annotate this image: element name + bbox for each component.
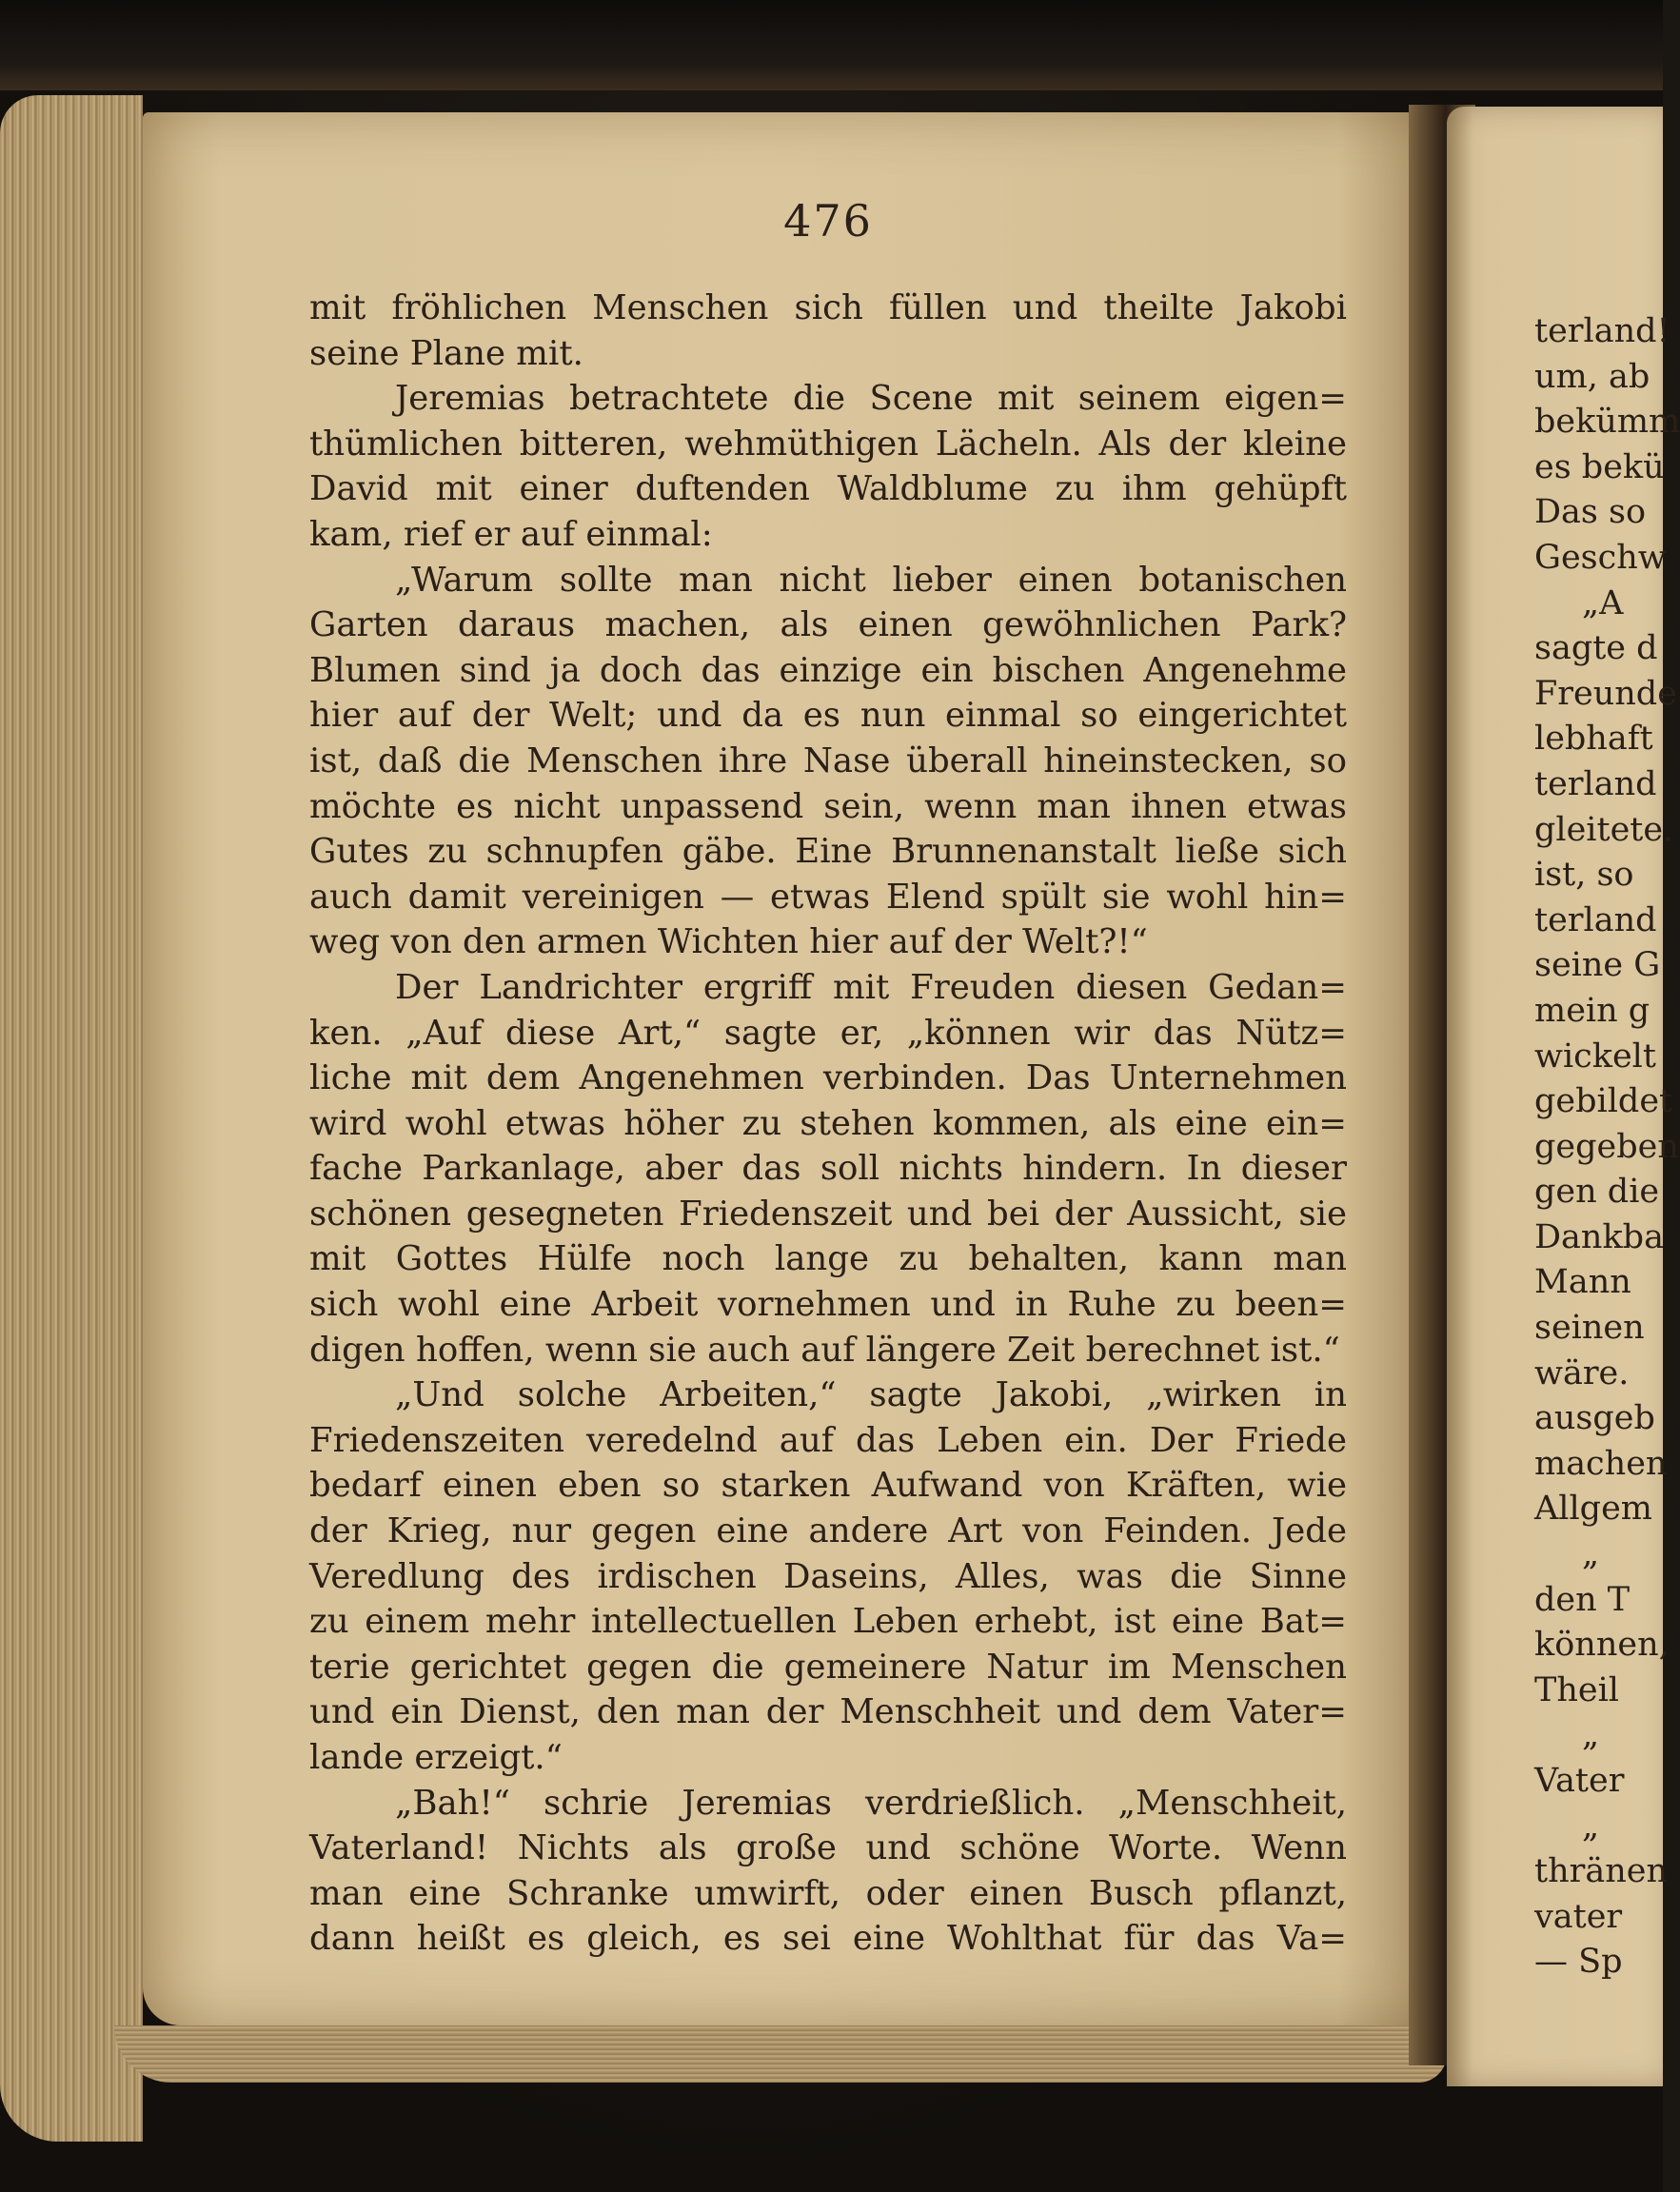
facing-text-line: terland	[1534, 764, 1657, 803]
facing-text-line: „	[1582, 1807, 1600, 1846]
text-line: Jeremias betrachtete die Scene mit seinem eigen=	[395, 379, 1347, 419]
facing-text-line: machen	[1534, 1444, 1668, 1483]
text-line: Gutes zu schnupfen gäbe. Eine Brunnenanstalt ließe sich	[309, 832, 1347, 872]
page-edges-left	[0, 95, 143, 2142]
text-line: ken. „Auf diese Art,“ sagte er, „können wir das Nütz=	[309, 1013, 1347, 1053]
facing-text-line: Geschw	[1534, 538, 1667, 577]
facing-text-line: es bekü	[1534, 447, 1665, 486]
facing-text-line: terland	[1534, 900, 1657, 939]
facing-text-line: den T	[1534, 1580, 1631, 1619]
text-line: zu einem mehr intellectuellen Leben erhebt, ist eine Bat=	[309, 1602, 1347, 1642]
facing-text-line: gen die	[1534, 1173, 1660, 1212]
text-line: kam, rief er auf einmal:	[309, 514, 713, 554]
text-line: möchte es nicht unpassend sein, wenn man ihnen etwas	[309, 786, 1347, 826]
facing-text-line: um, ab	[1534, 357, 1650, 396]
text-line: „Und solche Arbeiten,“ sagte Jakobi, „wirken in	[395, 1375, 1347, 1415]
text-line: Vaterland! Nichts als große und schöne Worte. Wenn	[309, 1828, 1347, 1868]
facing-text-line: ausgeb	[1534, 1399, 1655, 1438]
text-line: liche mit dem Angenehmen verbinden. Das Unternehmen	[309, 1058, 1347, 1098]
text-line: thümlichen bitteren, wehmüthigen Lächeln. Als der kleine	[309, 424, 1347, 464]
facing-text-line: „A	[1582, 583, 1624, 622]
facing-text-line: seinen	[1534, 1309, 1645, 1348]
text-line: digen hoffen, wenn sie auch auf längere Zeit berechnet ist.“	[309, 1330, 1340, 1370]
facing-text-line: Allgem	[1534, 1490, 1652, 1529]
facing-text-line: — Sp	[1534, 1943, 1623, 1982]
page-number: 476	[783, 195, 873, 247]
text-line: Blumen sind ja doch das einzige ein bischen Angenehme	[309, 650, 1347, 690]
text-line: schönen gesegneten Friedenszeit und bei der Aussicht, sie	[309, 1194, 1347, 1234]
text-line: man eine Schranke umwirft, oder einen Busch pflanzt,	[309, 1873, 1347, 1913]
text-line: hier auf der Welt; und da es nun einmal so eingerichtet	[309, 696, 1347, 736]
text-line: der Krieg, nur gegen eine andere Art von Feinden. Jede	[309, 1511, 1347, 1551]
text-line: ist, daß die Menschen ihre Nase überall hineinstecken, so	[309, 741, 1347, 780]
text-line: und ein Dienst, den man der Menschheit und dem Vater=	[309, 1692, 1347, 1732]
facing-text-line: ist, so	[1534, 856, 1634, 895]
text-line: weg von den armen Wichten hier auf der Welt?!“	[309, 922, 1148, 962]
text-line: auch damit vereinigen — etwas Elend spült sie wohl hin=	[309, 877, 1347, 917]
facing-text-line: Das so	[1534, 493, 1647, 532]
page-edges-bottom	[114, 2025, 1447, 2083]
facing-text-line: „	[1582, 1716, 1600, 1755]
text-line: lande erzeigt.“	[309, 1738, 563, 1777]
facing-text-line: Theil	[1534, 1670, 1619, 1709]
text-line: „Warum sollte man nicht lieber einen botanischen	[395, 560, 1347, 600]
facing-text-line: können,	[1534, 1626, 1670, 1665]
facing-text-line: wäre.	[1534, 1353, 1630, 1392]
facing-text-line: gegeben	[1534, 1127, 1679, 1166]
text-line: fache Parkanlage, aber das soll nichts hindern. In dieser	[309, 1149, 1347, 1189]
facing-text-line: Mann	[1534, 1263, 1631, 1302]
facing-text-line: gebildet	[1534, 1082, 1673, 1121]
facing-text-line: Freunde	[1534, 674, 1677, 713]
left-page-text	[309, 286, 1347, 1962]
facing-text-line: mein g	[1534, 991, 1650, 1030]
facing-text-line: Vater	[1534, 1762, 1625, 1800]
text-line: wird wohl etwas höher zu stehen kommen, als eine ein=	[309, 1103, 1347, 1143]
text-line: seine Plane mit.	[309, 333, 583, 373]
text-line: Der Landrichter ergriff mit Freuden diesen Gedan=	[395, 967, 1347, 1007]
facing-text-line: „	[1582, 1535, 1600, 1574]
text-line: terie gerichtet gegen die gemeinere Natur im Menschen	[309, 1647, 1347, 1687]
facing-text-line: gleitete.	[1534, 810, 1674, 849]
facing-text-line: seine G	[1534, 946, 1661, 985]
facing-page-text	[1534, 309, 1680, 1985]
facing-text-line: wickelt	[1534, 1037, 1656, 1076]
text-line: David mit einer duftenden Waldblume zu ihm gehüpft	[309, 469, 1347, 509]
facing-text-line: terland!	[1534, 312, 1670, 350]
text-line: dann heißt es gleich, es sei eine Wohlthat für das Va=	[309, 1919, 1347, 1959]
text-line: bedarf einen eben so starken Aufwand von Kräften, wie	[309, 1466, 1347, 1506]
facing-text-line: bekümm	[1534, 403, 1680, 442]
text-line: „Bah!“ schrie Jeremias verdrießlich. „Menschheit,	[395, 1783, 1347, 1823]
text-line: Garten daraus machen, als einen gewöhnlichen Park?	[309, 605, 1347, 645]
facing-text-line: vater	[1534, 1897, 1623, 1936]
text-line: Veredlung des irdischen Daseins, Alles, was die Sinne	[309, 1556, 1347, 1596]
facing-text-line: lebhaft	[1534, 720, 1653, 759]
book-cover-top	[0, 0, 1663, 90]
facing-text-line: thränen	[1534, 1852, 1668, 1891]
text-line: sich wohl eine Arbeit vornehmen und in Ruhe zu been=	[309, 1285, 1347, 1325]
facing-text-line: Dankba	[1534, 1217, 1664, 1256]
text-line: mit Gottes Hülfe noch lange zu behalten, kann man	[309, 1239, 1347, 1279]
facing-text-line: sagte d	[1534, 629, 1658, 668]
text-line: mit fröhlichen Menschen sich füllen und theilte Jakobi	[309, 288, 1347, 327]
text-line: Friedenszeiten veredelnd auf das Leben ein. Der Friede	[309, 1420, 1347, 1460]
